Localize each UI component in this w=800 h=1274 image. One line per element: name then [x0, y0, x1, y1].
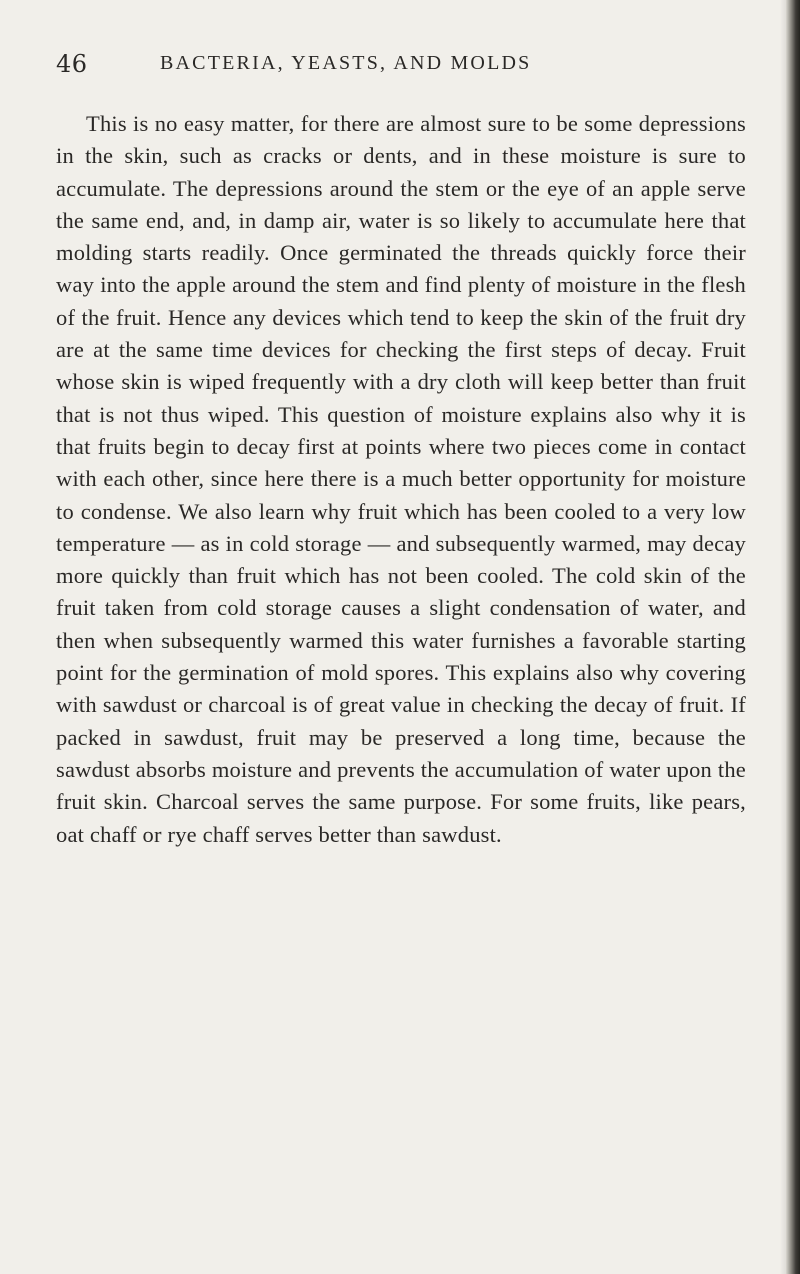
- running-title: BACTERIA, YEASTS, AND MOLDS: [160, 52, 532, 74]
- page-edge-shadow: [786, 0, 800, 1274]
- body-paragraph: This is no easy matter, for there are almost sure to be some depressions in the skin, such as cracks or dents, and in these moisture is sure to accumulate. The depressions around the stem or the eye of an apple serve the same end, and, in damp air, water is so likely to accumulate here that molding starts readily. Once germinated the threads quickly force their way into the apple around the stem and find plenty of moisture in the flesh of the fruit. Hence any devices which tend to keep the skin of the fruit dry are at the same time devices for checking the first steps of decay. Fruit whose skin is wiped frequently with a dry cloth will keep better than fruit that is not thus wiped. This question of moisture explains also why it is that fruits begin to decay first at points where two pieces come in contact with each other, since here there is a much better opportunity for moisture to condense. We also learn why fruit which has been cooled to a very low temperature — as in cold storage — and subsequently warmed, may decay more quickly than fruit which has not been cooled. The cold skin of the fruit taken from cold storage causes a slight condensation of water, and then when subsequently warmed this water furnishes a favorable starting point for the germination of mold spores. This explains also why covering with sawdust or charcoal is of great value in checking the decay of fruit. If packed in sawdust, fruit may be preserved a long time, because the sawdust absorbs moisture and prevents the accumulation of water upon the fruit skin. Charcoal serves the same purpose. For some fruits, like pears, oat chaff or rye chaff serves better than sawdust.: [56, 111, 746, 847]
- page-header: [56, 50, 746, 90]
- page-number: 46: [56, 50, 88, 78]
